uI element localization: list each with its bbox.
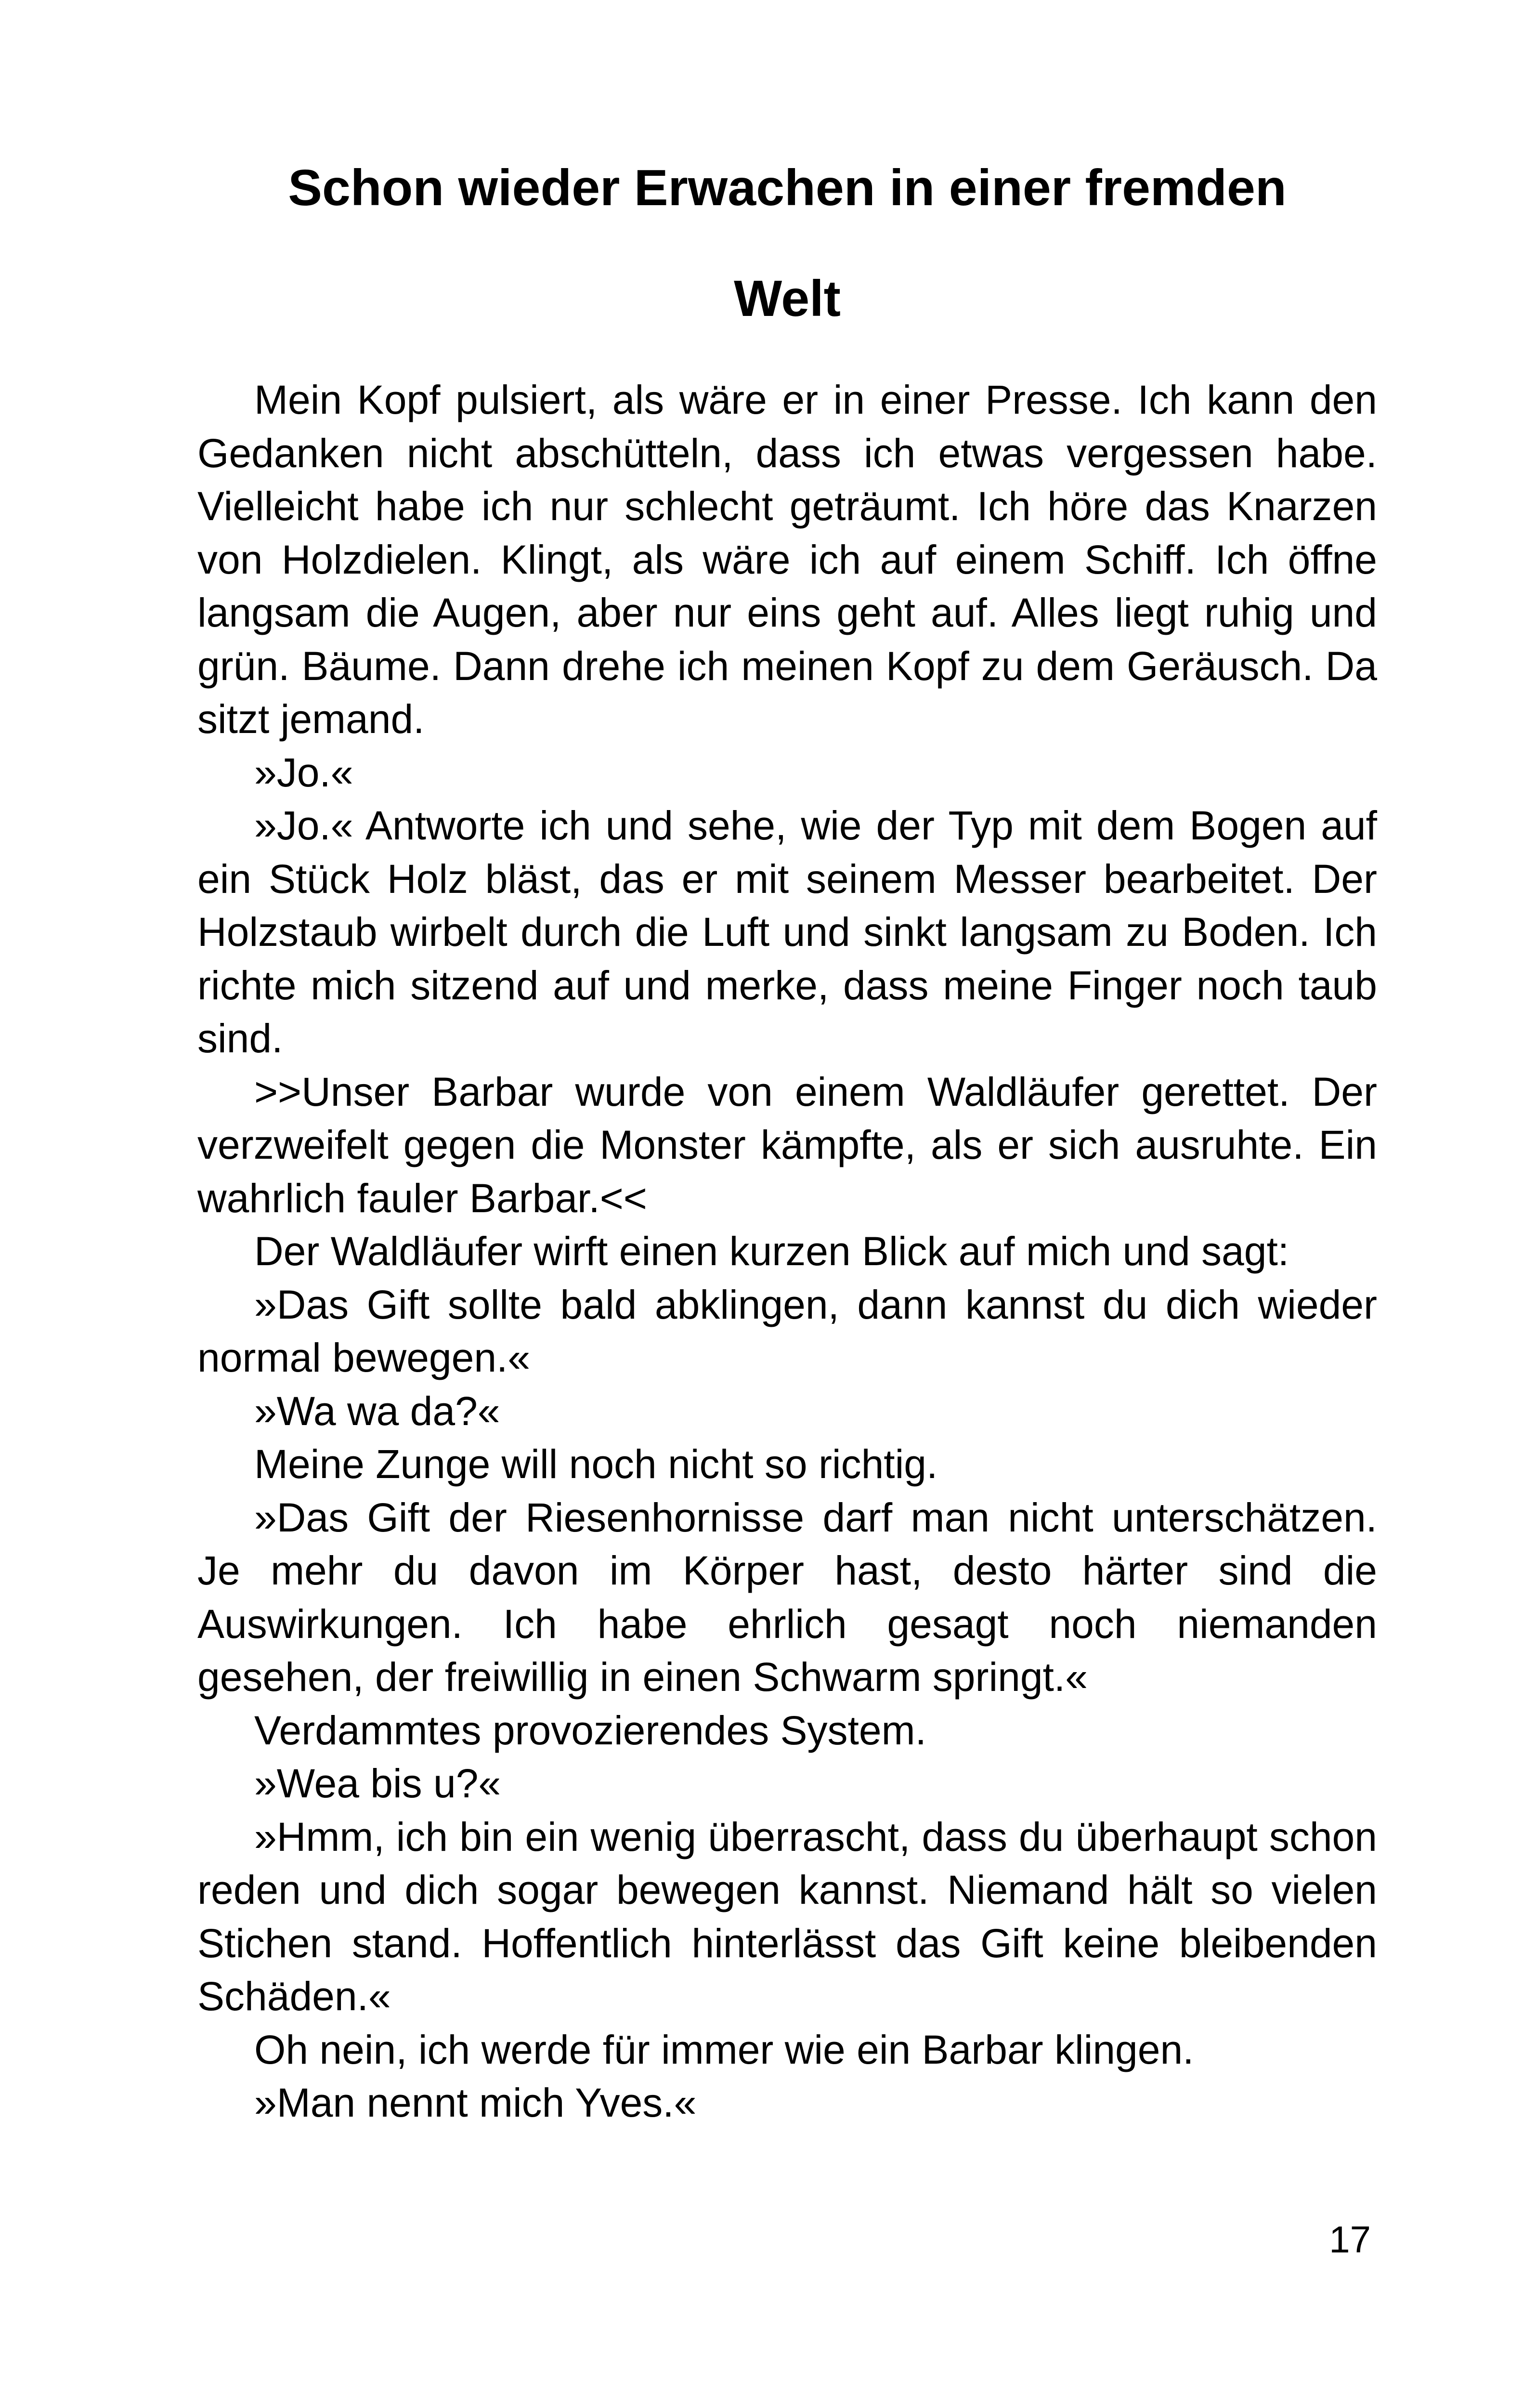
paragraph: »Das Gift der Riesenhornisse darf man nicht unterschätzen. Je mehr du davon im Körper hast, desto härter sind die Auswirkungen. Ich habe ehrlich gesagt noch niemanden gesehen, der freiwillig in einen Schwarm springt.« <box>197 1494 1377 1700</box>
paragraph: Mein Kopf pulsiert, als wäre er in einer Presse. Ich kann den Gedanken nicht abschütteln, dass ich etwas vergessen habe. Vielleicht habe ich nur schlecht geträumt. Ich höre das Knarzen von Holzdielen. Klingt, als wäre ich auf einem Schiff. Ich öffne langsam die Augen, aber nur eins geht auf. Alles liegt ruhig und grün. Bäume. Dann drehe ich meinen Kopf zu dem Geräusch. Da sitzt jemand. <box>197 377 1377 742</box>
paragraph: >>Unser Barbar wurde von einem Waldläufer gerettet. Der verzweifelt gegen die Monster kämpfte, als er sich ausruhte. Ein wahrlich fauler Barbar.<< <box>197 1069 1377 1221</box>
paragraph: »Jo.« <box>254 749 353 795</box>
chapter-body <box>197 373 1377 2130</box>
chapter-title <box>197 132 1377 354</box>
chapter-title-line-2: Welt <box>734 270 841 327</box>
paragraph: Oh nein, ich werde für immer wie ein Barbar klingen. <box>254 2027 1194 2072</box>
paragraph: Der Waldläufer wirft einen kurzen Blick auf mich und sagt: <box>254 1229 1289 1274</box>
paragraph: »Das Gift sollte bald abklingen, dann kannst du dich wieder normal bewegen.« <box>197 1282 1377 1380</box>
paragraph: »Jo.« Antworte ich und sehe, wie der Typ mit dem Bogen auf ein Stück Holz bläst, das er mit seinem Messer bearbeitet. Der Holzstaub wirbelt durch die Luft und sinkt langsam zu Boden. Ich richte mich sitzend auf und merke, dass meine Finger noch taub sind. <box>197 803 1377 1061</box>
paragraph: Verdammtes provozierendes System. <box>254 1707 926 1753</box>
chapter-title-line-1: Schon wieder Erwachen in einer fremden <box>288 159 1287 216</box>
paragraph: Meine Zunge will noch nicht so richtig. <box>254 1441 938 1487</box>
paragraph: »Wa wa da?« <box>254 1388 500 1434</box>
paragraph: »Wea bis u?« <box>254 1761 501 1806</box>
paragraph: »Hmm, ich bin ein wenig überrascht, dass du überhaupt schon reden und dich sogar bewegen kannst. Niemand hält so vielen Stichen stand. Hoffentlich hinterlässt das Gift keine bleibenden Schäden.« <box>197 1814 1377 2019</box>
paragraph: »Man nennt mich Yves.« <box>254 2080 697 2125</box>
page-number: 17 <box>1329 2218 1371 2261</box>
